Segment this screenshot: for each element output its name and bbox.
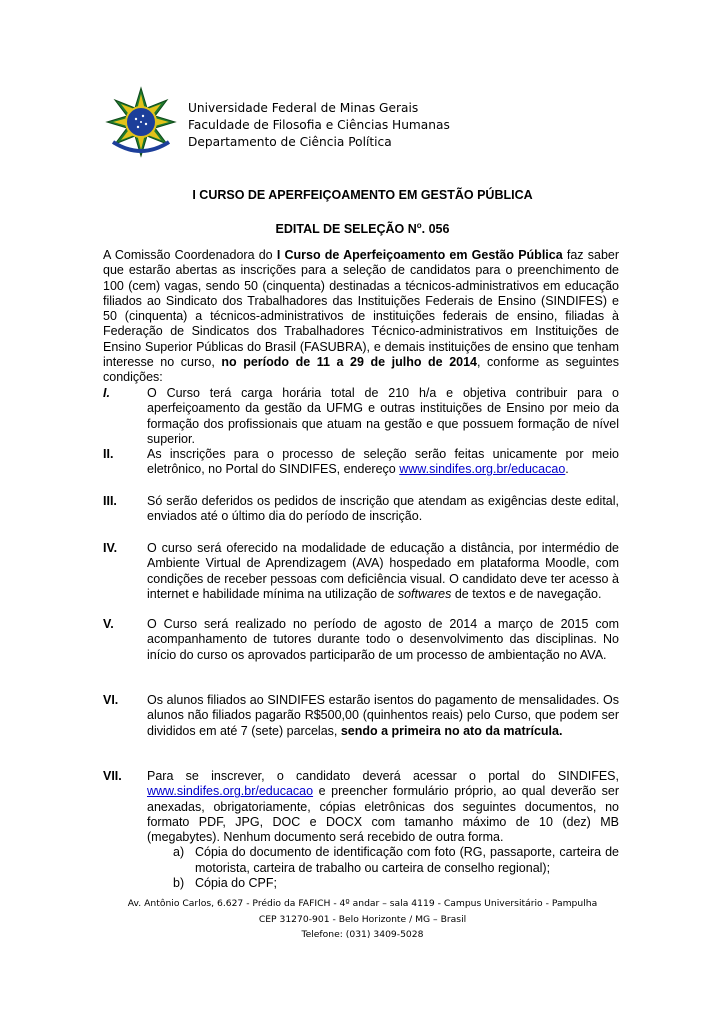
clause-text-body: Os alunos filiados ao SINDIFES estarão isentos do pagamento de mensalidades. Os alunos não filiados pagarão R$500,00 (quinhentos reais) pelo Curso, que podem ser divididos em até 7 (sete) parcelas, [147, 693, 619, 738]
intro-text-1: A Comissão Coordenadora do [103, 248, 277, 262]
department-name: Departamento de Ciência Política [188, 135, 392, 149]
clause-iv [103, 541, 619, 602]
list-letter: a) [173, 845, 185, 860]
coat-of-arms-icon [105, 86, 177, 158]
list-item-text: Cópia do CPF; [195, 876, 277, 891]
clause-text-end: e preencher formulário próprio, ao qual deverão ser anexadas, obrigatoriamente, cópias eletrônicas dos seguintes documentos, no formato PDF, JPG, DOC e DOCX com tamanho máximo de 10 (dez) MB (megabytes). Nenhum documento será recebido de outra forma. [147, 784, 619, 845]
intro-text-2: faz saber que estarão abertas as inscrições para a seleção de candidatos para o preenchimento de 100 (cem) vagas, sendo 50 (cinquenta) destinadas a técnicos-administrativos em educação filiados ao Sindicato dos Trabalhadores das Instituições Federais de Ensino (SINDIFES) e 50 (cinquenta) a técnicos-administrativos de instituições federais de ensino, filiadas à Federação de Sindicatos dos Trabalhadores Técnico-administrativos em Instituições de Ensino Superior Públicas do Brasil (FASUBRA), e demais instituições de ensino que tenham interesse no curso, [103, 248, 620, 370]
clause-ii [103, 447, 619, 478]
edital-title-sup: o [416, 221, 422, 230]
edital-title [0, 221, 725, 236]
clause-text: Só serão deferidos os pedidos de inscrição que atendam as exigências deste edital, enviados até o último dia do período de inscrição. [147, 494, 619, 524]
clause-text [147, 541, 619, 602]
page-footer [0, 896, 725, 943]
clause-number: IV. [103, 541, 118, 555]
clause-text-italic: softwares [397, 586, 452, 601]
clause-text-body: As inscrições para o processo de seleção serão feitas unicamente por meio eletrônico, no Portal do SINDIFES, endereço [147, 447, 619, 477]
clause-vii [103, 769, 619, 891]
sindifes-link[interactable]: www.sindifes.org.br/educacao [399, 462, 566, 477]
footer-phone: Telefone: (031) 3409-5028 [301, 929, 424, 940]
institution-header [188, 100, 450, 151]
course-title: I CURSO DE APERFEIÇOAMENTO EM GESTÃO PÚBLICA [192, 188, 533, 202]
clause-vi [103, 693, 619, 739]
clause-number: VII. [103, 769, 122, 783]
clause-text-body: O curso será oferecido na modalidade de educação a distância, por intermédio de Ambiente Virtual de Aprendizagem (AVA) hospedado em plataforma Moodle, com condições de receber pessoas com deficiência visual. O candidato deve ter acesso à internet e habilidade mínima na utilização de [147, 541, 619, 601]
list-item-text: Cópia do documento de identificação com foto (RG, passaporte, carteira de motorista, carteira de trabalho ou carteira de conselho regional); [195, 845, 619, 875]
edital-title-prefix: EDITAL DE SELEÇÃO N [275, 222, 417, 237]
university-name: Universidade Federal de Minas Gerais [188, 101, 419, 115]
intro-text-3: , conforme as seguintes condições: [103, 355, 619, 385]
list-item [173, 876, 619, 891]
clause-text [147, 693, 619, 739]
clause-text [147, 769, 619, 845]
clause-i [103, 386, 619, 447]
footer-cep: CEP 31270-901 - Belo Horizonte / MG – Brasil [258, 913, 467, 925]
sindifes-link[interactable]: www.sindifes.org.br/educacao [147, 784, 314, 799]
clause-iii [103, 494, 619, 525]
clause-text-end: de textos e de navegação. [451, 586, 602, 601]
intro-course-name: I Curso de Aperfeiçoamento em Gestão Pública [276, 248, 563, 262]
clause-text: O Curso será realizado no período de agosto de 2014 a março de 2015 com acompanhamento de tutores durante todo o desenvolvimento das disciplinas. No início do curso os aprovados participarão de um processo de ambientação no AVA. [147, 617, 619, 662]
list-item [173, 845, 619, 876]
intro-period: no período de 11 a 29 de julho de 2014 [221, 355, 478, 370]
clause-text-end: . [565, 462, 569, 477]
edital-title-number: . 056 [421, 222, 450, 237]
clause-number: VI. [103, 693, 119, 707]
faculty-name: Faculdade de Filosofia e Ciências Humanas [188, 118, 450, 132]
clause-text-body: Para se inscrever, o candidato deverá acessar o portal do SINDIFES, [147, 769, 619, 783]
footer-address: Av. Antônio Carlos, 6.627 - Prédio da FAFICH - 4º andar – sala 4119 - Campus Universitário - Pampulha [127, 898, 598, 909]
clause-text [147, 447, 619, 478]
list-letter: b) [173, 876, 185, 891]
clause-number: I. [103, 386, 110, 400]
intro-paragraph [103, 248, 619, 386]
document-list [173, 845, 619, 891]
clause-number: V. [103, 617, 114, 631]
clause-text-bold: sendo a primeira no ato da matrícula. [340, 723, 563, 738]
clause-text: O Curso terá carga horária total de 210 h/a e objetiva contribuir para o aperfeiçoamento da gestão da UFMG e outras instituições de Ensino por meio da formação dos profissionais que atuam na gestão e que possuem formação de nível superior. [147, 386, 619, 446]
clause-number: III. [103, 494, 117, 508]
clause-number: II. [103, 447, 114, 461]
clause-v [103, 617, 619, 663]
